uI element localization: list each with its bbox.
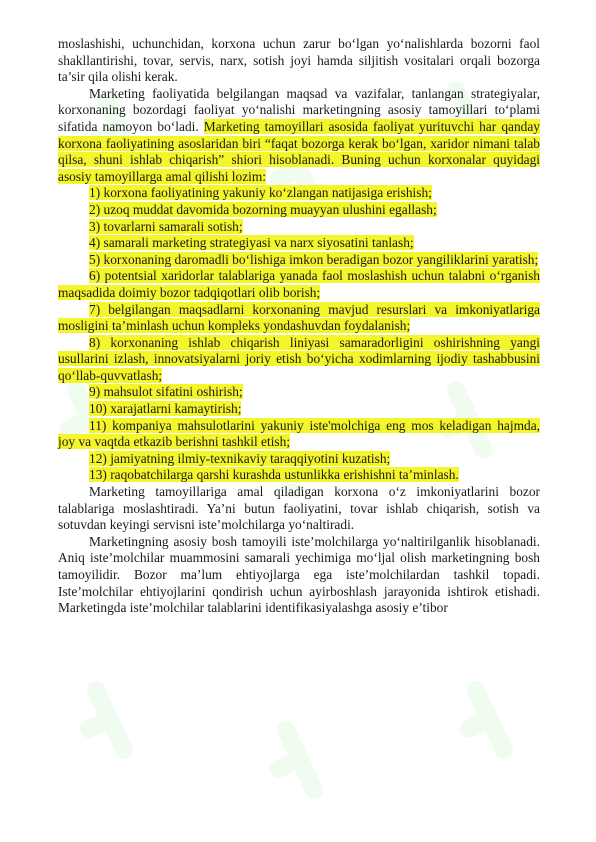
highlighted-text: 11) kompaniya mahsulotlarini yakuniy iste'molchiga eng mos keladigan hajmda, joy va vaqtda etkazib berishni tashkil etish; [58, 417, 540, 450]
highlighted-text: 13) raqobatchilarga qarshi kurashda ustunlikka erishishni ta’minlash. [89, 467, 459, 483]
highlighted-text: 3) tovarlarni samarali sotish; [89, 218, 243, 234]
highlighted-text: 7) belgilangan maqsadlarni korxonaning mavjud resurslari va imkoniyatlariga mosligini ta’minlash uchun kompleks yondashuvdan foydalanish; [58, 301, 540, 334]
paragraph [58, 534, 540, 617]
text-run: Marketing faoliyatida belgilangan maqsad va vazifalar, tanlangan strategiyalar, korxonaning bozordagi faoliyat yo‘nalishi marketingning asosiy tamoyillari to‘plami sifatida namoyon bo‘ladi. [58, 85, 540, 134]
highlighted-text: 1) korxona faoliyatining yakuniy ko‘zlangan natijasiga erishish; [89, 185, 432, 201]
list-item [58, 252, 540, 269]
paragraph [58, 484, 540, 534]
paragraph [58, 86, 540, 186]
highlighted-text: 9) mahsulot sifatini oshirish; [89, 384, 243, 400]
list-item [58, 418, 540, 451]
highlighted-text: 12) jamiyatning ilmiy-texnikaviy taraqqiyotini kuzatish; [89, 450, 391, 466]
text-run: moslashishi, uchunchidan, korxona uchun zarur bo‘lgan yo‘nalishlarda bozorni faol shakllantirishi, tovar, servis, narx, sotish joyi hamda siljitish vositalari orqali bozorga ta’sir qila olishi kerak. [58, 36, 540, 85]
highlighted-text: 8) korxonaning ishlab chiqarish liniyasi samaradorligini oshirishning yangi usullarini izlash, innovatsiyalarni joriy etish bo‘yicha xodimlarning ijodiy tashabbusini qo‘llab-quvvatlash; [58, 334, 540, 383]
highlighted-text: 10) xarajatlarni kamaytirish; [89, 401, 242, 417]
list-item [58, 219, 540, 236]
highlighted-text: 2) uzoq muddat davomida bozorning muayyan ulushini egallash; [89, 201, 437, 217]
list-item [58, 268, 540, 301]
text-run: Marketingning asosiy bosh tamoyili iste’molchilarga yo‘naltirilganlik hisoblanadi. Aniq iste’molchilar muammosini samarali yechimiga mo‘ljal olish marketingning bosh tamoyilidir. Bozor ma’lum ehtiyojlarga ega iste’molchilardan tashkil topadi. Iste’molchilar ehtiyojlarini qondirish uchun ayirboshlash jarayonida ishtirok etishadi. Marketingda iste’molchilar talablarini identifikasiyalashga asosiy e’tibor [58, 533, 540, 616]
highlighted-text: Marketing tamoyillari asosida faoliyat yurituvchi har qanday korxona faoliyatining asoslaridan biri “faqat bozorga kerak bo‘lgan, xaridor nimani talab qilsa, shuni ishlab chiqarish” shiori hisoblanadi. Buning uchun korxonalar quyidagi asosiy tamoyillarga amal qilishi lozim: [58, 118, 540, 184]
highlighted-text: 5) korxonaning daromadli bo‘lishiga imkon beradigan bozor yangiliklarini yaratish; [89, 251, 539, 267]
list-item [58, 384, 540, 401]
paragraph [58, 36, 540, 86]
highlighted-text: 4) samarali marketing strategiyasi va narx siyosatini tanlash; [89, 235, 414, 251]
list-item [58, 235, 540, 252]
highlighted-text: 6) potentsial xaridorlar talablariga yanada faol moslashish uchun talabni o‘rganish maqsadida doimiy bozor tadqiqotlari olib borish; [58, 268, 540, 300]
document-body [58, 36, 540, 617]
list-item [58, 401, 540, 418]
list-item [58, 335, 540, 385]
list-item [58, 467, 540, 484]
list-item [58, 202, 540, 219]
list-item [58, 302, 540, 335]
text-run: Marketing tamoyillariga amal qiladigan korxona o‘z imkoniyatlarini bozor talablariga moslashtiradi. Ya’ni butun faoliyatini, tovar ishlab chiqarish, sotish va sotuvdan keyingi servisni iste’molchilarga yo‘naltiradi. [58, 484, 540, 533]
list-item [58, 451, 540, 468]
list-item [58, 185, 540, 202]
